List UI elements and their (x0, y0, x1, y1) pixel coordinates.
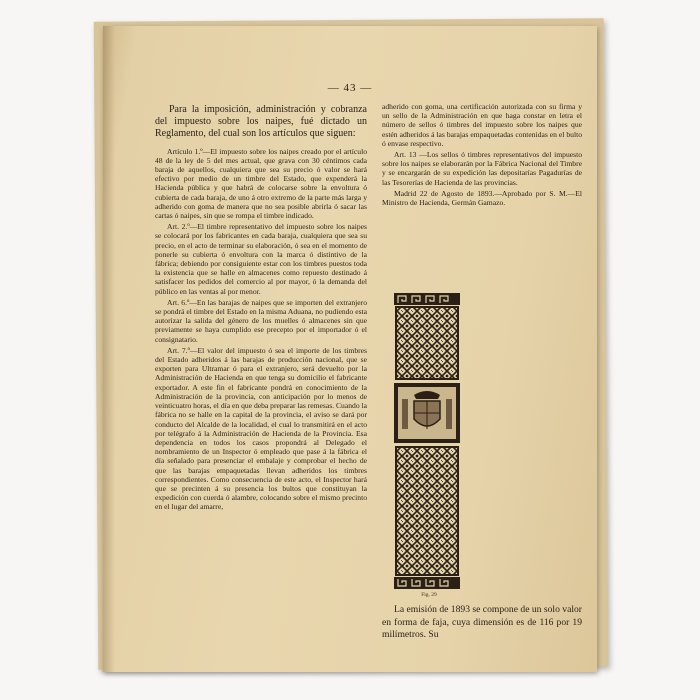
signature-paragraph: Madrid 22 de Agosto de 1893.—Aprobado por S. M.—El Ministro de Hacienda, Germán Gamazo. (382, 188, 582, 208)
document-page (103, 26, 597, 672)
stamp-band-image (392, 291, 462, 593)
article-7-paragraph: Art. 7.º—El valor del impuesto ó sea el importe de los timbres del Estado adheridos á las barajas de producción nacional, que se exporten para Ultramar ó para el extranjero, será devuelto por la Administración de Hacienda en que tenga su domicilio el fabricante exportador. A este fin el fabricante pondrá en conocimiento de la Administración de la provincia, con anticipación por lo menos de veinticuatro horas, el día en que deba preparar las remesas. Cuando la fábrica no se halle en la capital de la provincia, el aviso se dará por conducto del Alcalde de la localidad, el cual lo transmitirá en el acto por telégrafo á la Administración de Hacienda de la Provincia. Esa dependencia en todos los casos propondrá al Delegado el nombramiento de un Inspector ó empleado que pase á la fábrica el día señalado para presenciar el embalaje y comprobar el hecho de que las barajas empaquetadas llevan adheridos los timbres correspondientes. Como consecuencia de este acto, el Inspector hará que se precinten á su presencia los bultos que constituyan la expedición con cuerda ó alambre, colocando sobre el mismo precinto en el lugar del amarre, (155, 345, 367, 512)
intro-paragraph: Para la imposición, administración y cobranza del impuesto sobre los naipes, fué dictado un Reglamento, del cual son los artículos que siguen: (155, 104, 367, 140)
continuation-paragraph: adherido con goma, una certificación autorizada con su firma y un sello de la Administración en que haga constar en letra el número de sellos ó timbres del impuesto sobre los naipes que estén adheridos á las barajas empaquetadas contenidas en el bulto ó envase respectivo. (382, 102, 582, 148)
right-column (382, 102, 582, 209)
page-number: — 43 — (327, 82, 373, 94)
article-2-paragraph: Art. 2.º—El timbre representativo del impuesto sobre los naipes se colocará por los fabricantes en cada baraja, cualquiera que sea su precio, en el acto de terminar su elaboración, ó sea en el momento de ponerle su cubierta ó envoltura con la marca ó distintivo de la fábrica; debiendo por consiguiente estar con los timbres puestos toda la existencia que se halle en almacenes como repuesto destinado á satisfacer los pedidos del comercio al por mayor, ó la demanda del público en las ventas al por menor. (155, 222, 367, 296)
article-6-paragraph: Art. 6.º—En las barajas de naipes que se importen del extranjero se pondrá el timbre del Estado en la misma Aduana, no pudiendo esta autorizar la salida del género de los muelles ó almacenes sin que previamente se haya cumplido ese precepto por el importador ó el consignatario. (155, 297, 367, 344)
closing-paragraph: La emisión de 1893 se compone de un solo valor en forma de faja, cuya dimensión es de 116 por 19 milímetros. Su (382, 604, 582, 641)
article-1-paragraph: Artículo 1.º—El impuesto sobre los naipes creado por el artículo 48 de la ley de 5 del mes actual, que grava con 30 céntimos cada baraja de aquellos, cualquiera que sea su precio ó valor se hará efectivo por medio de un timbre del Estado, que expenderá la Hacienda pública y que habrá de colocarse sobre la envoltura ó cubierta de cada baraja, de uno á otro extremo de la parte más larga y adherido con goma de manera que no sea posible abrirla ó sacar las cartas ó naipes, sin que se rompa el timbre indicado. (155, 146, 367, 221)
figure-caption: Fig. 29 (421, 592, 437, 598)
article-13-paragraph: Art. 13 —Los sellos ó timbres representativos del impuesto sobre los naipes se elaborarán por la Fábrica Nacional del Timbre y se encargarán de su expedición las depositarías Pagadurías de las Tesorerías de Hacienda de las provincias. (382, 150, 582, 187)
page-left-edge-shadow (103, 26, 115, 672)
left-column (155, 104, 367, 514)
playing-card-tax-stamp-illustration (392, 291, 462, 593)
closing-column (382, 604, 582, 644)
